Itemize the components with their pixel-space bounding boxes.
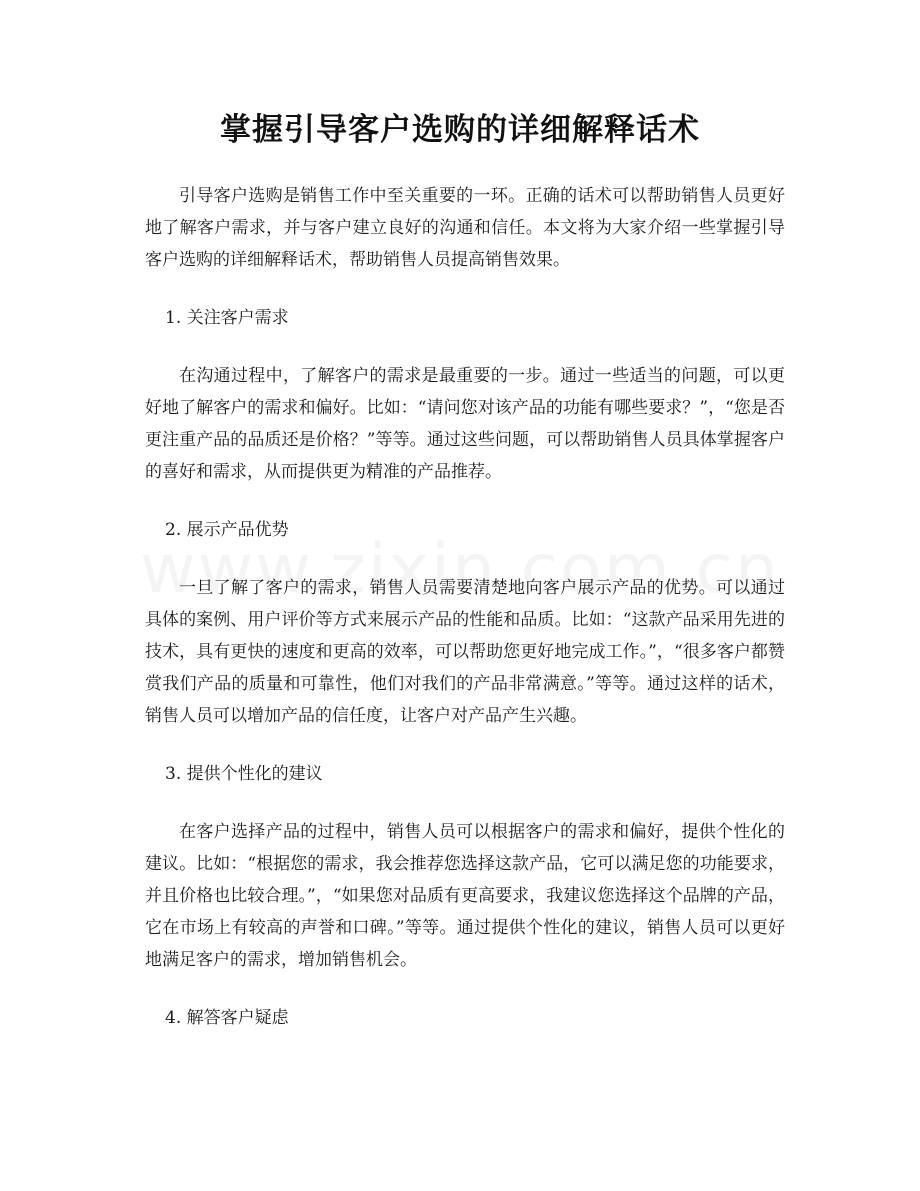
document-body — [145, 180, 785, 1060]
section-heading-2: 2. 展示产品优势 — [165, 520, 289, 540]
section-heading-4: 4. 解答客户疑虑 — [165, 1008, 289, 1028]
section-paragraph-3: 在客户选择产品的过程中，销售人员可以根据客户的需求和偏好，提供个性化的建议。比如：“根据您的需求，我会推荐您选择这款产品，它可以满足您的功能要求，并且价格也比较合理。”，“如果您对品质有更高要求，我建议您选择这个品牌的产品，它在市场上有较高的声誉和口碑。”等等。通过提供个性化的建议，销售人员可以更好地满足客户的需求，增加销售机会。 — [145, 822, 785, 970]
section-paragraph-2: 一旦了解了客户的需求，销售人员需要清楚地向客户展示产品的优势。可以通过具体的案例、用户评价等方式来展示产品的性能和品质。比如：“这款产品采用先进的技术，具有更快的速度和更高的效率，可以帮助您更好地完成工作。”，“很多客户都赞赏我们产品的质量和可靠性，他们对我们的产品非常满意。”等等。通过这样的话术，销售人员可以增加产品的信任度，让客户对产品产生兴趣。 — [145, 578, 785, 726]
section-heading-3: 3. 提供个性化的建议 — [165, 764, 323, 784]
page-title: 掌握引导客户选购的详细解释话术 — [220, 112, 700, 148]
intro-paragraph: 引导客户选购是销售工作中至关重要的一环。正确的话术可以帮助销售人员更好地了解客户需求，并与客户建立良好的沟通和信任。本文将为大家介绍一些掌握引导客户选购的详细解释话术，帮助销售人员提高销售效果。 — [145, 186, 785, 270]
section-heading-1: 1. 关注客户需求 — [165, 308, 289, 328]
section-paragraph-1: 在沟通过程中，了解客户的需求是最重要的一步。通过一些适当的问题，可以更好地了解客户的需求和偏好。比如：“请问您对该产品的功能有哪些要求？”，“您是否更注重产品的品质还是价格？”等等。通过这些问题，可以帮助销售人员具体掌握客户的喜好和需求，从而提供更为精准的产品推荐。 — [145, 366, 785, 482]
